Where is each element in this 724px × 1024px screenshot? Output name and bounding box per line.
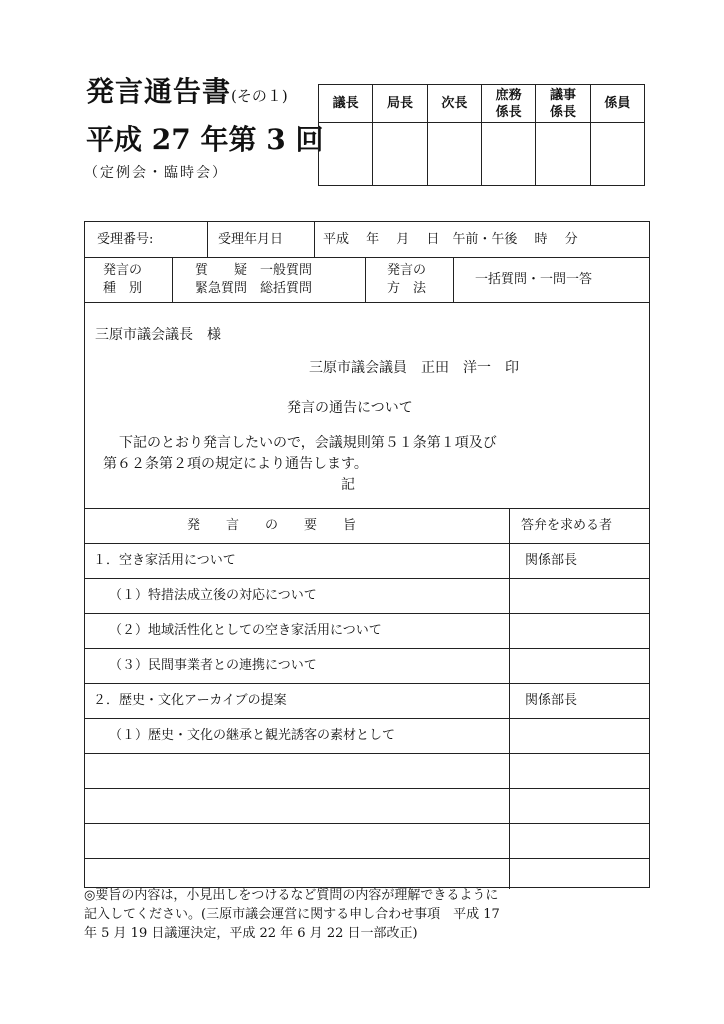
title-text: 発言通告書: [86, 75, 232, 108]
stamp-cell[interactable]: [481, 123, 535, 186]
footnote-line: ◎要旨の内容は，小見出しをつけるなど質問の内容が理解できるように: [84, 888, 499, 903]
speech-method-label: 方 法: [387, 281, 427, 296]
row-divider: [85, 718, 649, 719]
approval-header-label: 議長: [332, 96, 359, 111]
session-label: 平成 27 年第 3 回: [86, 123, 324, 156]
row-divider: [85, 302, 649, 303]
item-heading: ２．歴史・文化アーカイブの提案: [93, 693, 287, 708]
approval-stamp-table: [318, 84, 645, 186]
addressee: 三原市議会議長 様: [95, 327, 221, 343]
item-subheading: （３）民間事業者との連携について: [109, 658, 317, 673]
subject: 発言の通告について: [287, 400, 413, 416]
row-divider: [85, 683, 649, 684]
col-divider: [207, 222, 208, 257]
speech-method-label: 発言の: [387, 263, 427, 278]
row-divider: [85, 823, 649, 824]
approval-header-label: 庶務 係長: [495, 87, 522, 120]
column-header-respondent: 答弁を求める者: [521, 518, 613, 533]
approval-header-shomu: [481, 85, 535, 123]
stamp-cell[interactable]: [427, 123, 481, 186]
sender: 三原市議会議員 正田 洋一 印: [309, 360, 519, 376]
speech-type-options[interactable]: 質 疑 一般質問: [195, 263, 313, 278]
receipt-date-value[interactable]: 平成 年 月 日 午前・午後 時 分: [323, 232, 578, 247]
body-text: 第６２条第２項の規定により通告します。: [103, 456, 368, 472]
approval-header-gicho: [319, 85, 373, 123]
title-suffix: (その１): [231, 87, 288, 105]
receipt-number-label: 受理番号:: [97, 232, 154, 247]
row-divider: [85, 788, 649, 789]
speech-type-options[interactable]: 緊急質問 総括質問: [195, 281, 313, 296]
col-divider: [314, 222, 315, 257]
row-divider: [85, 753, 649, 754]
item-subheading: （１）特措法成立後の対応について: [109, 588, 317, 603]
body-text: 下記のとおり発言したいので，会議規則第５１条第１項及び: [119, 435, 497, 451]
col-divider: [172, 257, 173, 302]
item-heading: １．空き家活用について: [93, 553, 236, 568]
row-divider: [85, 543, 649, 544]
col-divider: [365, 257, 366, 302]
stamp-cell[interactable]: [319, 123, 373, 186]
stamp-cell[interactable]: [373, 123, 427, 186]
ki-label: 記: [341, 477, 355, 493]
row-divider: [85, 257, 649, 258]
col-divider: [453, 257, 454, 302]
row-divider: [85, 858, 649, 859]
item-respondent: 関係部長: [525, 553, 578, 568]
stamp-cell[interactable]: [590, 123, 644, 186]
approval-header-kakariin: [590, 85, 644, 123]
speech-type-label: 発言の: [103, 263, 143, 278]
row-divider: [85, 648, 649, 649]
col-divider: [509, 508, 510, 889]
document-title: [86, 70, 288, 110]
row-divider: [85, 508, 649, 509]
row-divider: [85, 578, 649, 579]
approval-header-giji: [536, 85, 590, 123]
footnote: [84, 886, 654, 943]
approval-header-label: 係員: [604, 96, 631, 111]
stamp-cell[interactable]: [536, 123, 590, 186]
approval-header-label: 局長: [386, 96, 413, 111]
item-respondent: 関係部長: [525, 693, 578, 708]
item-subheading: （２）地域活性化としての空き家活用について: [109, 623, 382, 638]
item-subheading: （１）歴史・文化の継承と観光誘客の素材として: [109, 728, 396, 743]
meeting-type: （定例会・臨時会）: [84, 165, 228, 181]
footnote-line: 記入してください。(三原市議会運営に関する申し合わせ事項 平成 17: [84, 907, 500, 922]
notice-form: [84, 221, 650, 888]
column-header-summary: 発 言 の 要 旨: [187, 518, 357, 533]
approval-header-label: 次長: [441, 96, 468, 111]
approval-header-kyokucho: [373, 85, 427, 123]
approval-header-jicho: [427, 85, 481, 123]
row-divider: [85, 613, 649, 614]
speech-method-value[interactable]: 一括質問・一問一答: [475, 272, 593, 287]
approval-header-label: 議事 係長: [549, 87, 576, 120]
footnote-line: 年 5 月 19 日議運決定，平成 22 年 6 月 22 日一部改正): [84, 926, 418, 941]
receipt-date-label: 受理年月日: [218, 232, 284, 247]
speech-type-label: 種 別: [103, 281, 143, 296]
